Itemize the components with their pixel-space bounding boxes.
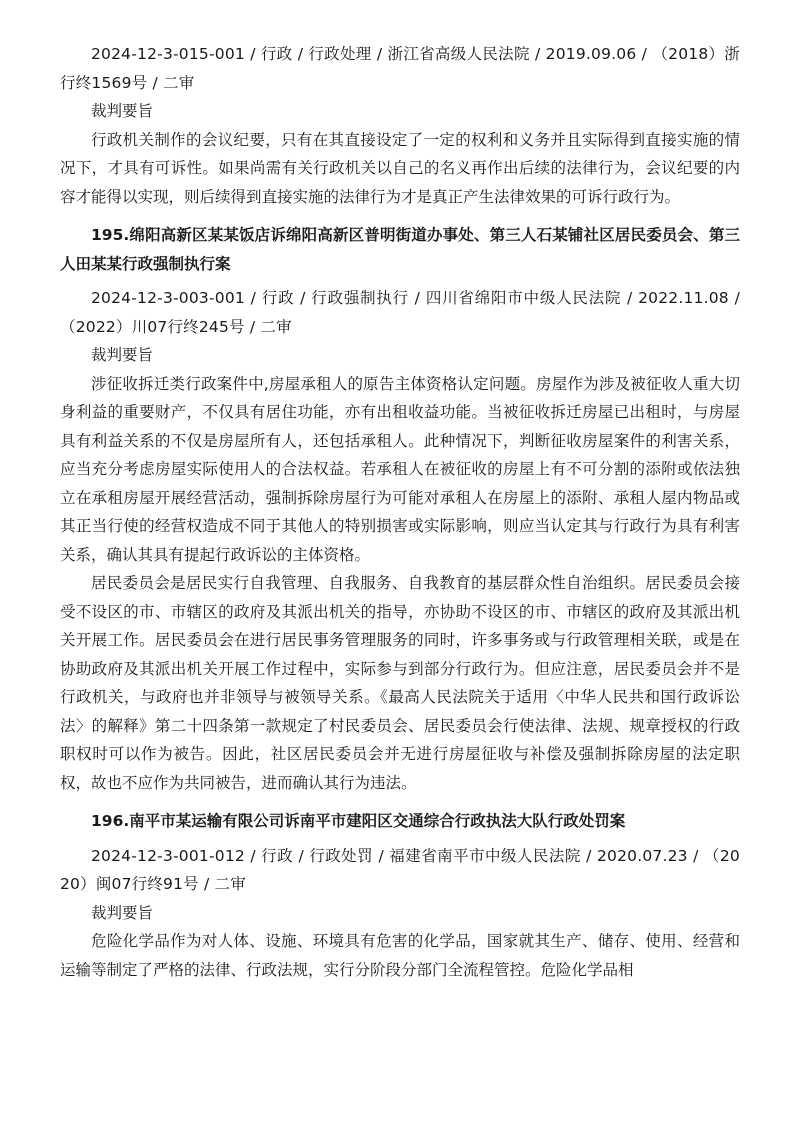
case-section (60, 807, 740, 984)
ruling-paragraph: 涉征收拆迁类行政案件中,房屋承租人的原告主体资格认定问题。房屋作为涉及被征收人重大切身利益的重要财产，不仅具有居住功能，亦有出租收益功能。当被征收拆迁房屋已出租时，与房屋具有利益关系的不仅是房屋所有人，还包括承租人。此种情况下，判断征收房屋案件的利害关系，应当充分考虑房屋实际使用人的合法权益。若承租人在被征收的房屋上有不可分割的添附或依法独立在承租房屋开展经营活动，强制拆除房屋行为可能对承租人在房屋上的添附、承租人屋内物品或其正当行使的经营权造成不同于其他人的特别损害或实际影响，则应当认定其与行政行为具有利害关系，确认其具有提起行政诉讼的主体资格。 (60, 374, 740, 564)
case-title: 196.南平市某运输有限公司诉南平市建阳区交通综合行政执法大队行政处罚案 (91, 812, 626, 830)
case-title: 195.绵阳高新区某某饭店诉绵阳高新区普明街道办事处、第三人石某铺社区居民委员会、第三人田某某行政强制执行案 (60, 226, 740, 273)
ruling-paragraph: 行政机关制作的会议纪要，只有在其直接设定了一定的权利和义务并且实际得到直接实施的情况下，才具有可诉性。如果尚需有关行政机关以自己的名义再作出后续的法律行为，会议纪要的内容才能得以实现，则后续得到直接实施的法律行为才是真正产生法律效果的可诉行政行为。 (60, 130, 740, 206)
ruling-label: 裁判要旨 (91, 346, 154, 364)
case-meta: 2024-12-3-003-001 / 行政 / 行政强制执行 / 四川省绵阳市中级人民法院 / 2022.11.08 / （2022）川07行终245号 / 二审 (60, 289, 740, 336)
ruling-paragraph: 居民委员会是居民实行自我管理、自我服务、自我教育的基层群众性自治组织。居民委员会接受不设区的市、市辖区的政府及其派出机关的指导，亦协助不设区的市、市辖区的政府及其派出机关开展工作。居民委员会在进行居民事务管理服务的同时，许多事务或与行政管理相关联，或是在协助政府及其派出机关开展工作过程中，实际参与到部分行政行为。但应注意，居民委员会并不是行政机关，与政府也并非领导与被领导关系。《最高人民法院关于适用〈中华人民共和国行政诉讼法〉的解释》第二十四条第一款规定了村民委员会、居民委员会行使法律、法规、规章授权的行政职权时可以作为被告。因此，社区居民委员会并无进行房屋征收与补偿及强制拆除房屋的法定职权，故也不应作为共同被告，进而确认其行为违法。 (60, 574, 740, 792)
ruling-paragraph: 危险化学品作为对人体、设施、环境具有危害的化学品，国家就其生产、储存、使用、经营和运输等制定了严格的法律、行政法规，实行分阶段分部门全流程管控。危险化学品相 (60, 932, 740, 979)
case-section (60, 221, 740, 797)
case-meta: 2024-12-3-001-012 / 行政 / 行政处罚 / 福建省南平市中级人民法院 / 2020.07.23 / （2020）闽07行终91号 / 二审 (60, 846, 740, 893)
case-meta: 2024-12-3-015-001 / 行政 / 行政处理 / 浙江省高级人民法院 / 2019.09.06 / （2018）浙行终1569号 / 二审 (60, 45, 740, 92)
ruling-label: 裁判要旨 (91, 102, 154, 120)
ruling-label: 裁判要旨 (91, 903, 154, 922)
case-section (60, 40, 740, 211)
document-page (60, 40, 740, 984)
